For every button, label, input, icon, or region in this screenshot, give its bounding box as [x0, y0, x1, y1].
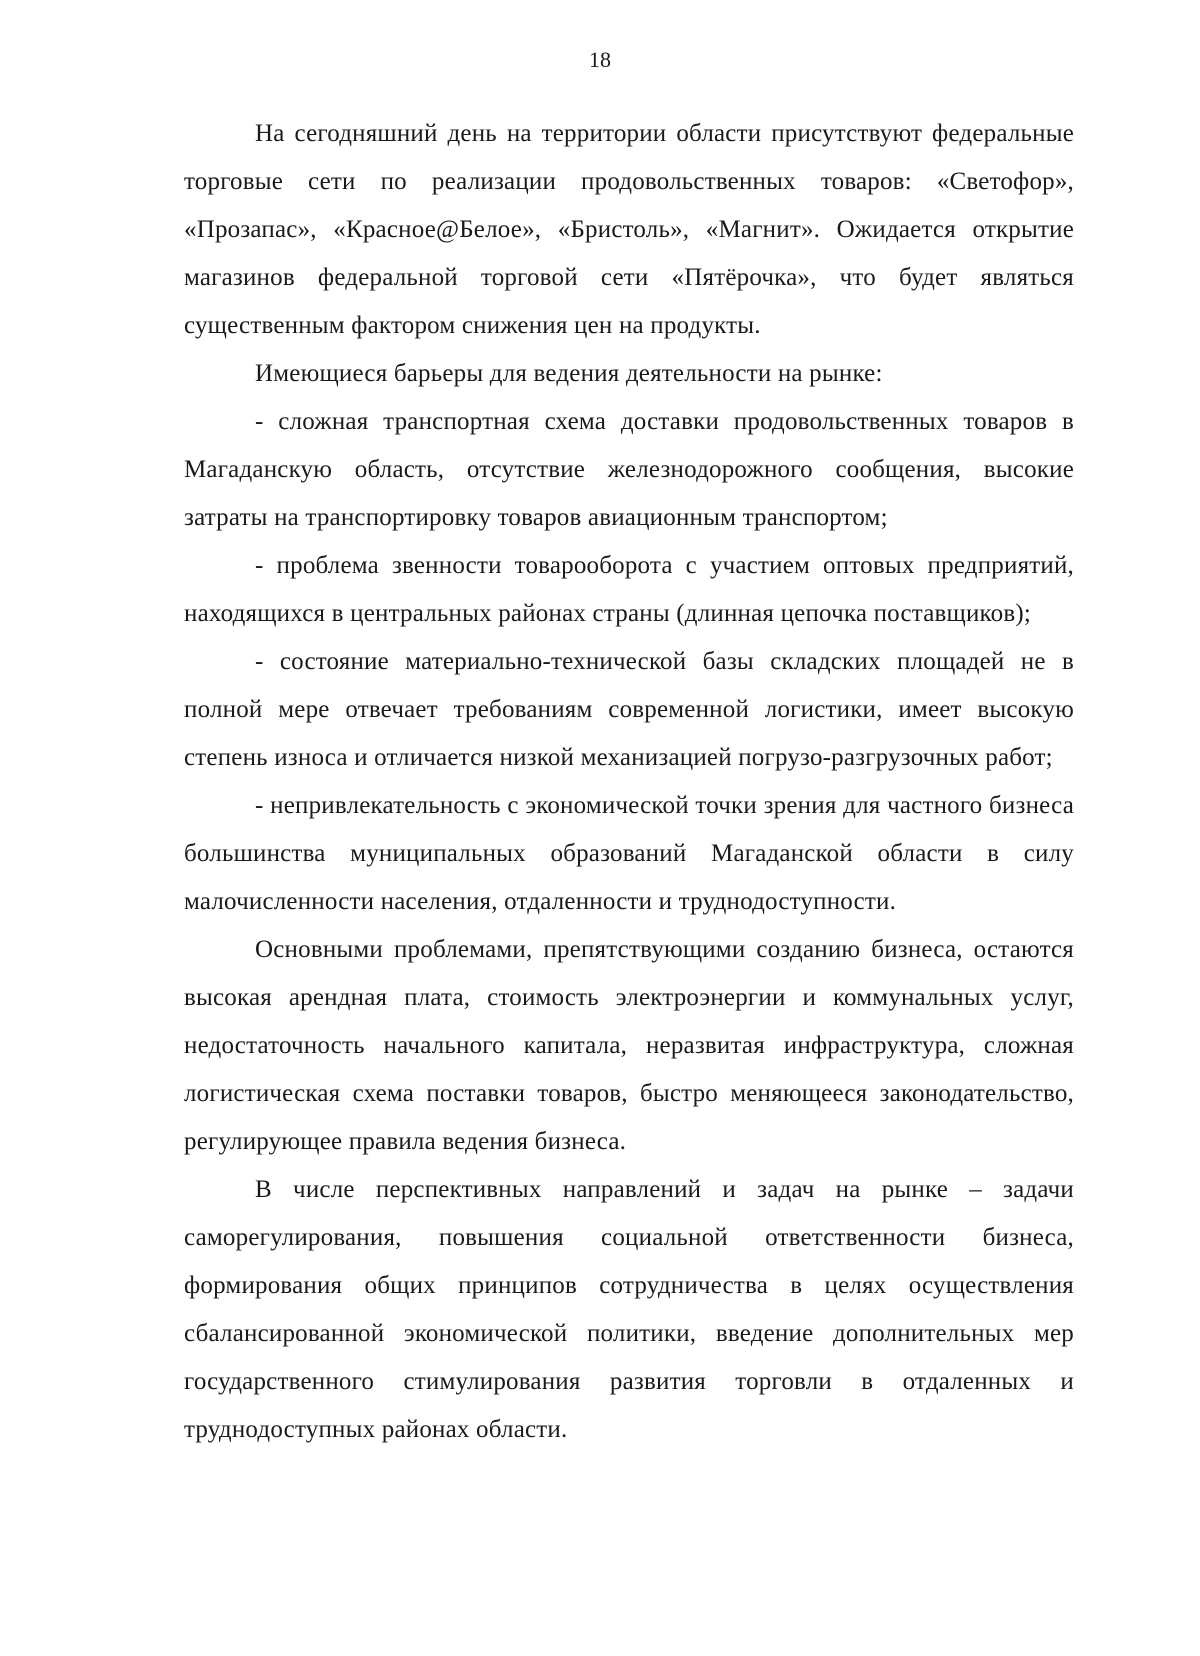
paragraph-prospects: В числе перспективных направлений и задач на рынке – задачи саморегулирования, повышения социальной ответственности бизнеса, формирования общих принципов сотрудничества в целях осуществления сбалансированной экономической политики, введение дополнительных мер государственного стимулирования развития торговли в отдаленных и труднодоступных районах области. [184, 1176, 1074, 1443]
paragraph-federal-chains: На сегодняшний день на территории области присутствуют федеральные торговые сети по реализации продовольственных товаров: «Светофор», «Прозапас», «Красное@Белое», «Бристоль», «Магнит». Ожидается открытие магазинов федеральной торговой сети «Пятёрочка», что будет являться существенным фактором снижения цен на продукты. [184, 120, 1074, 339]
paragraph-main-problems: Основными проблемами, препятствующими созданию бизнеса, остаются высокая арендная плата, стоимость электроэнергии и коммунальных услуг, недостаточность начального капитала, неразвитая инфраструктура, сложная логистическая схема поставки товаров, быстро меняющееся законодательство, регулирующее правила ведения бизнеса. [184, 936, 1074, 1155]
document-body [184, 110, 1074, 1454]
paragraph-barriers-intro: Имеющиеся барьеры для ведения деятельности на рынке: [255, 360, 883, 387]
list-item-unattractiveness: - непривлекательность с экономической точки зрения для частного бизнеса большинства муниципальных образований Магаданской области в силу малочисленности населения, отдаленности и труднодоступности. [184, 792, 1074, 915]
list-item-warehouse-base: - состояние материально-технической базы складских площадей не в полной мере отвечает требованиям современной логистики, имеет высокую степень износа и отличается низкой механизацией погрузо-разгрузочных работ; [184, 648, 1074, 771]
page-number: 18 [589, 47, 611, 72]
list-item-transport-scheme: - сложная транспортная схема доставки продовольственных товаров в Магаданскую область, отсутствие железнодорожного сообщения, высокие затраты на транспортировку товаров авиационным транспортом; [184, 408, 1074, 531]
list-item-trade-links: - проблема звенности товарооборота с участием оптовых предприятий, находящихся в центральных районах страны (длинная цепочка поставщиков); [184, 552, 1074, 627]
